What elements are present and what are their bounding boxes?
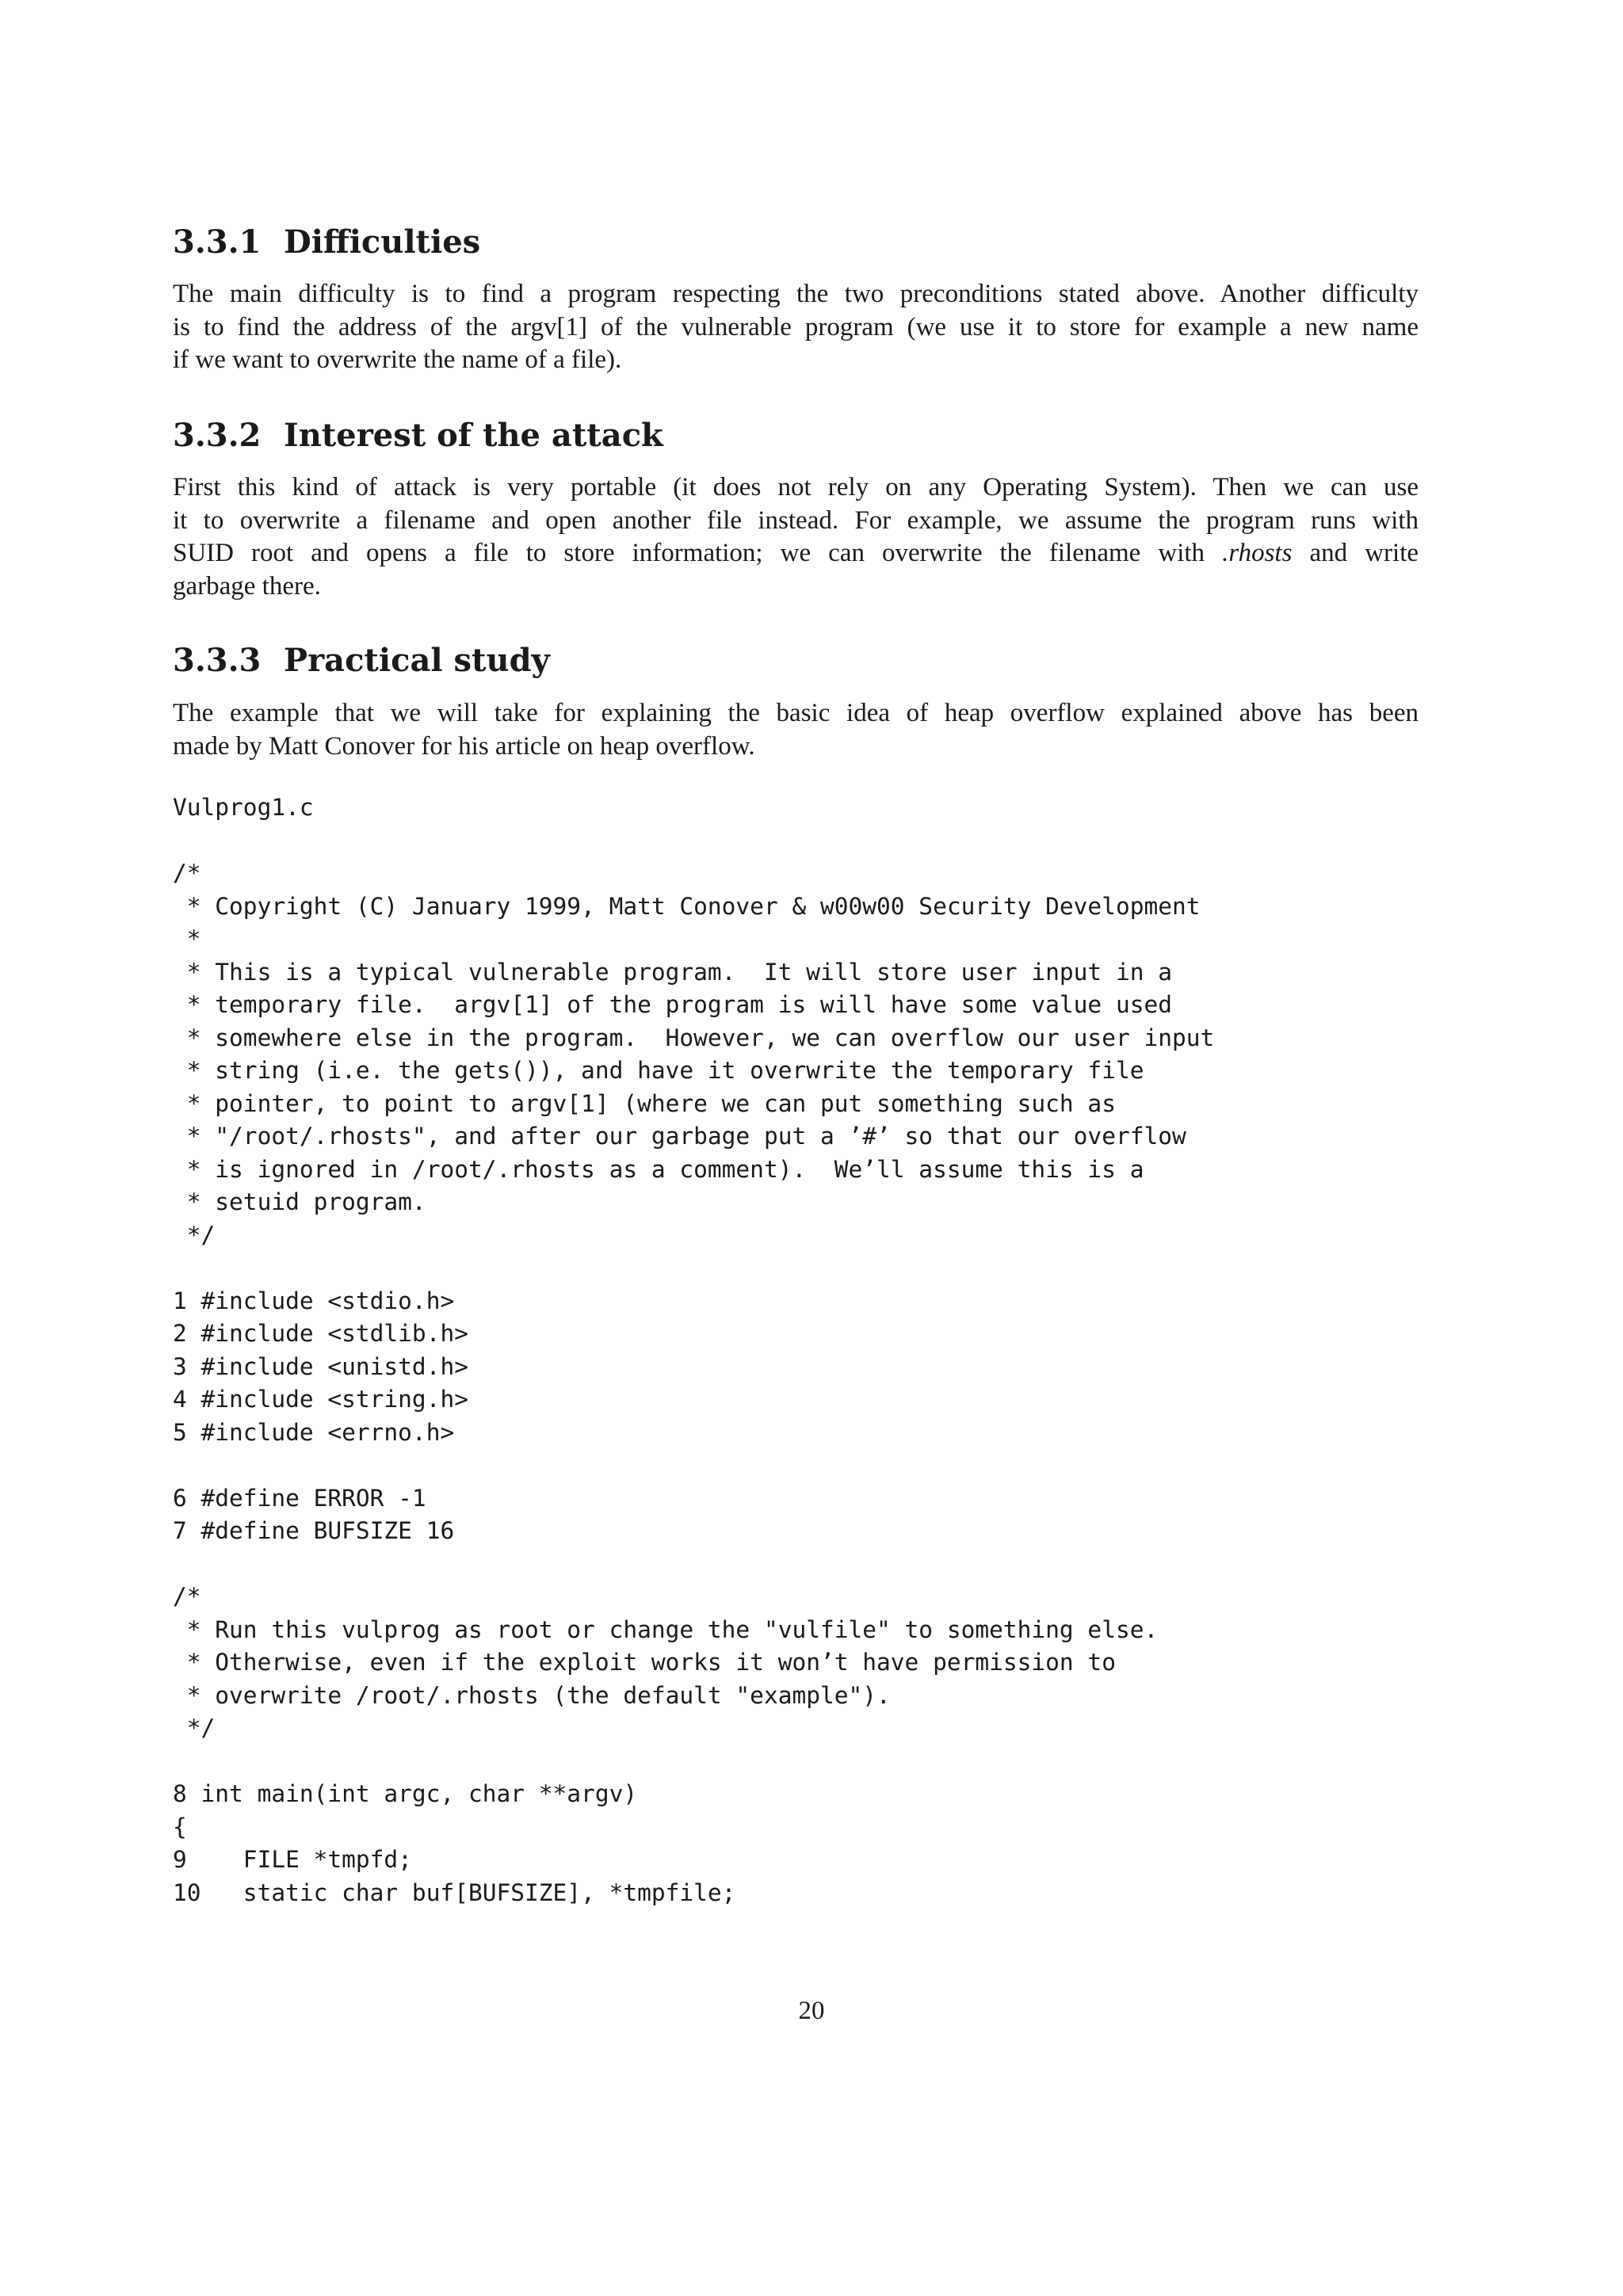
paragraph-line: First this kind of attack is very portable (it does not rely on any Operating System). Then we can use [173,473,1419,502]
code-line [173,1745,1214,1779]
code-line: * Copyright (C) January 1999, Matt Conover & w00w00 Security Development [173,892,1201,920]
paragraph-line: made by Matt Conover for his article on heap overflow. [173,731,755,761]
code-line: 1 #include <stdio.h> [173,1287,455,1314]
code-line: 2 #include <stdlib.h> [173,1320,468,1347]
code-line: * [173,925,201,952]
section-heading-difficulties [173,223,480,261]
code-line: Vulprog1.c [173,794,314,821]
section-title: Difficulties [284,223,481,261]
code-line: */ [173,1714,216,1741]
paragraph-line: is to find the address of the argv[1] of the vulnerable program (we use it to store for example a new name [173,312,1419,341]
code-line: * string (i.e. the gets()), and have it overwrite the temporary file [173,1057,1144,1084]
code-line: 5 #include <errno.h> [173,1418,455,1446]
code-line: * overwrite /root/.rhosts (the default "example"). [173,1681,891,1709]
code-line [173,1449,1214,1482]
emphasized-filename: .rhosts [1222,539,1293,567]
code-line: { [173,1813,187,1840]
code-listing [173,791,1214,1909]
code-line: * Otherwise, even if the exploit works it won’t have permission to [173,1649,1116,1676]
code-line: 10 static char buf[BUFSIZE], *tmpfile; [173,1878,736,1906]
code-line: 4 #include <string.h> [173,1386,468,1413]
code-line [173,1252,1214,1285]
section-heading-practical-study [173,642,550,680]
paragraph-line: The example that we will take for explaining the basic idea of heap overflow explained above has been [173,699,1419,727]
page-number: 20 [798,1997,825,2025]
paragraph-interest [173,471,1419,603]
code-line: 3 #include <unistd.h> [173,1352,468,1380]
section-number: 3.3.3 [173,642,262,679]
paragraph-line: The main difficulty is to find a program respecting the two preconditions stated above. Another difficulty [173,280,1419,308]
code-line: * "/root/.rhosts", and after our garbage put a ’#’ so that our overflow [173,1123,1186,1150]
paragraph-line: garbage there. [173,571,321,601]
code-line [173,1548,1214,1581]
section-title: Interest of the attack [284,417,663,454]
section-title: Practical study [284,642,550,679]
code-line: * somewhere else in the program. However, we can overflow our user input [173,1024,1215,1051]
text-fragment: SUID root and opens a file to store information; we can overwrite the filename with [173,539,1223,567]
code-line: * pointer, to point to argv[1] (where we can put something such as [173,1089,1116,1117]
code-line: * is ignored in /root/.rhosts as a comment). We’ll assume this is a [173,1155,1144,1183]
code-line: 8 int main(int argc, char **argv) [173,1780,638,1807]
code-line: * This is a typical vulnerable program. It will store user input in a [173,958,1172,986]
paragraph-line: if we want to overwrite the name of a file). [173,345,622,374]
code-line [173,825,1214,858]
paragraph-line [173,537,1419,570]
section-number: 3.3.1 [173,223,262,261]
section-number: 3.3.2 [173,417,262,454]
section-heading-interest [173,417,663,455]
code-line: /* [173,860,201,887]
code-line: 6 #define ERROR -1 [173,1484,426,1512]
paragraph-practical-study [173,697,1419,763]
code-line: /* [173,1583,201,1610]
code-line: 7 #define BUFSIZE 16 [173,1517,455,1544]
code-line: */ [173,1221,216,1249]
paragraph-difficulties [173,278,1419,377]
paragraph-line: it to overwrite a filename and open another file instead. For example, we assume the program runs with [173,505,1419,535]
text-fragment: and write [1292,539,1419,567]
code-line: 9 FILE *tmpfd; [173,1846,412,1873]
code-line: * Run this vulprog as root or change the "vulfile" to something else. [173,1615,1159,1643]
code-line: * setuid program. [173,1188,426,1215]
code-line: * temporary file. argv[1] of the program is will have some value used [173,991,1172,1018]
